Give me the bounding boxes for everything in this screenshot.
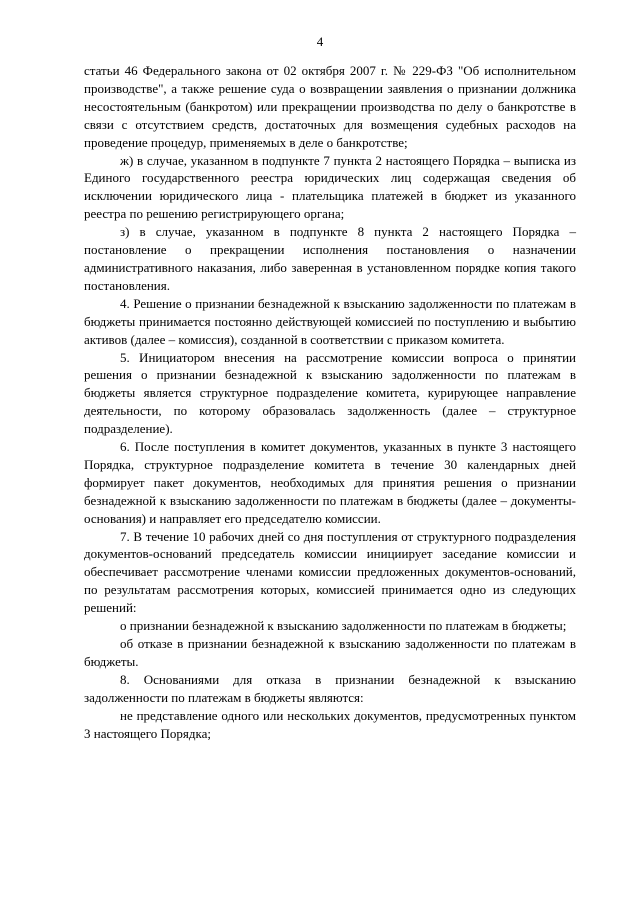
- document-paragraph: 8. Основаниями для отказа в признании безнадежной к взысканию задолженности по платежам в бюджеты являются:: [84, 671, 576, 705]
- document-paragraph: о признании безнадежной к взысканию задолженности по платежам в бюджеты;: [120, 618, 567, 634]
- document-paragraph: не представление одного или нескольких документов, предусмотренных пунктом 3 настоящего Порядка;: [84, 707, 576, 741]
- document-paragraph: об отказе в признании безнадежной к взысканию задолженности по платежам в бюджеты.: [84, 636, 576, 669]
- page-number: 4: [316, 34, 324, 49]
- document-paragraph: ж) в случае, указанном в подпункте 7 пункта 2 настоящего Порядка – выписка из Единого государственного реестра юридических лиц содержащая сведения об исключении юридического лица - плательщика платежей в бюджет из указанного реестра по решению регистрирующего органа;: [84, 152, 576, 222]
- document-paragraph: статьи 46 Федерального закона от 02 октября 2007 г. № 229-ФЗ "Об исполнительном производстве", а также решение суда о возвращении заявления о признании должника несостоятельным (банкротом) или прекращении производства по делу о банкротстве в связи с отсутствием средств, достаточных для возмещения судебных расходов на проведение процедур, применяемых в деле о банкротстве;: [84, 63, 576, 150]
- document-paragraph: з) в случае, указанном в подпункте 8 пункта 2 настоящего Порядка – постановление о прекращении исполнения постановления о назначении административного наказания, либо заверенная в установленном порядке копия такого постановления.: [84, 224, 576, 293]
- document-paragraph: 6. После поступления в комитет документов, указанных в пункте 3 настоящего Порядка, структурное подразделение комитета в течение 30 календарных дней формирует пакет документов, необходимых для принятия решения о признании безнадежной к взысканию задолженности по платежам в бюджеты (далее – документы-основания) и направляет его председателю комиссии.: [84, 439, 576, 526]
- document-paragraph: 5. Инициатором внесения на рассмотрение комиссии вопроса о принятии решения о признании безнадежной к взысканию задолженности по платежам в бюджеты является структурное подразделение комитета, курирующее направление деятельности, по которому образовалась задолженность (далее – структурное подразделение).: [84, 349, 576, 437]
- document-paragraph: 4. Решение о признании безнадежной к взысканию задолженности по платежам в бюджеты принимается постоянно действующей комиссией по поступлению и выбытию активов (далее – комиссия), созданной в соответствии с приказом комитета.: [84, 295, 576, 347]
- document-paragraph: 7. В течение 10 рабочих дней со дня поступления от структурного подразделения документов-оснований председатель комиссии инициирует заседание комиссии и обеспечивает рассмотрение членами комиссии предложенных документов-оснований, по результатам рассмотрения которых, комиссией принимается одно из следующих решений:: [84, 528, 576, 616]
- document-body: [84, 62, 576, 742]
